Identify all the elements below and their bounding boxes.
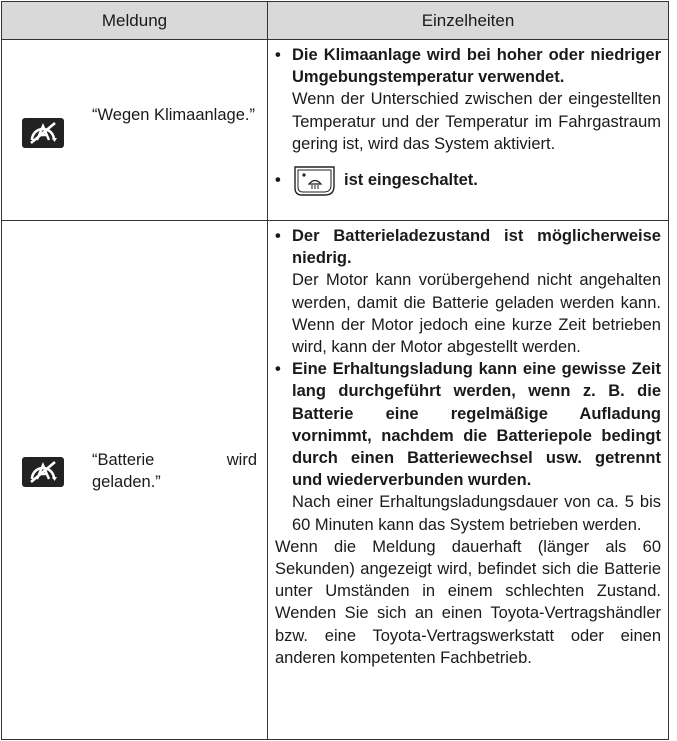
body-text: Nach einer Erhaltungsladungsdauer von ca. 5 bis 60 Minuten kann das System betrieben werden. — [292, 493, 661, 534]
message-table — [1, 1, 669, 740]
a-off-icon — [22, 457, 64, 487]
bold-text: Der Batterieladezustand ist möglicherweise niedrig. — [292, 227, 661, 268]
message-text: “Wegen Klimaanlage.” — [92, 106, 255, 124]
bold-text: ist eingeschaltet. — [344, 171, 478, 190]
list-item: • Die Klimaanlage wird bei hoher oder niedriger Umgebungstemperatur verwendet. Wenn der Unterschied zwischen der eingestellten Temperatur und der Temperatur im Fahrgastraum gering ist, wird das System aktiviert. — [275, 44, 661, 155]
header-einzelheiten: Einzelheiten — [421, 10, 515, 30]
message-text: “Batterie wird geladen.” — [92, 451, 257, 491]
body-text: Wenn der Unterschied zwischen der eingestellten Temperatur und der Temperatur im Fahrgastraum gering ist, wird das System aktiviert. — [292, 90, 661, 153]
defroster-button-icon — [292, 164, 338, 198]
a-off-icon — [22, 118, 64, 148]
details-cell — [268, 221, 668, 739]
list-item: • Der Batterieladezustand ist möglicherweise niedrig. Der Motor kann vorübergehend nicht angehalten werden, damit die Batterie geladen werden kann. Wenn der Motor jedoch eine kurze Zeit betrieben wird, kann der Motor abgestellt werden. — [275, 225, 661, 358]
table-row — [2, 40, 668, 221]
bold-text: Eine Erhaltungsladung kann eine gewisse Zeit lang durchgeführt werden, wenn z. B. die Batterie eine regelmäßige Aufladung vornimmt, nachdem die Batteriepole bedingt durch einen Batteriewechsel usw. getrennt und wiederverbunden wurden. — [292, 360, 661, 490]
body-text: Der Motor kann vorübergehend nicht angehalten werden, damit die Batterie geladen werden kann. Wenn der Motor jedoch eine kurze Zeit betrieben wird, kann der Motor abgestellt werden. — [292, 271, 661, 357]
details-cell — [268, 40, 668, 220]
bold-text: Die Klimaanlage wird bei hoher oder niedriger Umgebungstemperatur verwendet. — [292, 46, 661, 87]
list-item: • Eine Erhaltungsladung kann eine gewisse Zeit lang durchgeführt werden, wenn z. B. die Batterie eine regelmäßige Aufladung vornimmt, nachdem die Batteriepole bedingt durch einen Batteriewechsel usw. getrennt und wiederverbunden wurden. Nach einer Erhaltungsladungsdauer von ca. 5 bis 60 Minuten kann das System betrieben werden. — [275, 358, 661, 536]
message-cell — [2, 221, 268, 739]
table-header — [2, 2, 668, 40]
list-item: • ist eingeschaltet. — [275, 163, 661, 198]
header-meldung: Meldung — [2, 2, 268, 39]
table-row — [2, 221, 668, 739]
message-cell — [2, 40, 268, 220]
footer-text: Wenn die Meldung dauerhaft (länger als 60 Sekunden) angezeigt wird, befindet sich die Batterie unter Umständen in einem schlechten Zustand. Wenden Sie sich an einen Toyota-Vertragshändler bzw. eine Toyota-Vertragswerkstatt oder einen anderen kompetenten Fachbetrieb. — [275, 537, 661, 667]
